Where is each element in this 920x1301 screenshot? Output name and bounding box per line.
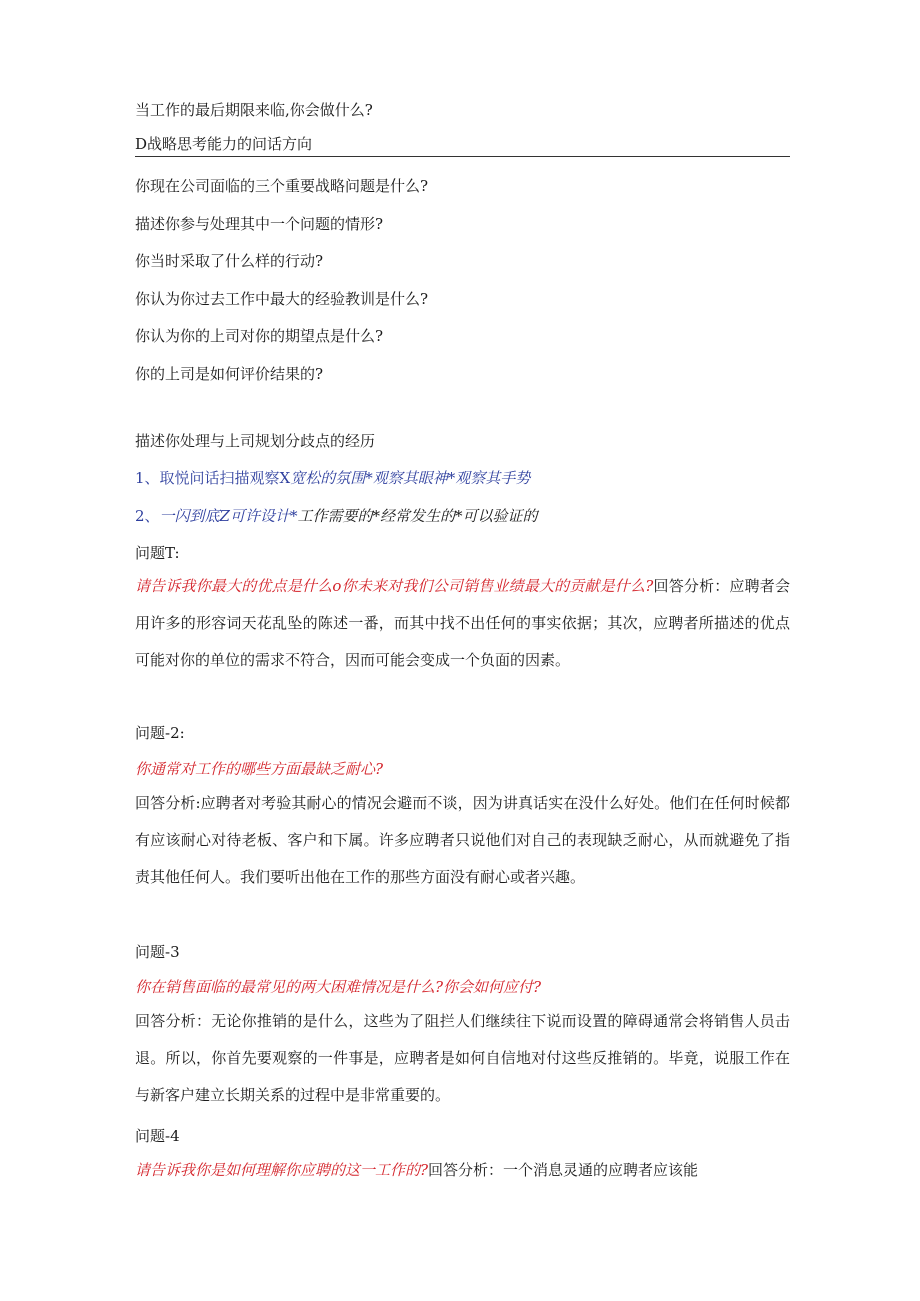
method-2-rest: 工作需要的*经常发生的*可以验证的	[297, 507, 538, 525]
method-2-prefix: 2、	[135, 507, 160, 525]
q3-question: 你在销售面临的最常见的两大困难情况是什么?你会如何应付?	[135, 978, 542, 996]
q1-block	[135, 568, 790, 679]
strategic-question-1: 你现在公司面临的三个重要战略问题是什么?	[135, 177, 429, 195]
q2-analysis: 回答分析:应聘者对考验其耐心的情况会避而不谈，因为讲真话实在没什么好处。他们在任何时候都有应该耐心对待老板、客户和下属。许多应聘者只说他们对自己的表现缺乏耐心，从而就避免了指责其他任何人。我们要听出他在工作的那些方面没有耐心或者兴趣。	[135, 794, 790, 886]
strategic-question-5: 你认为你的上司对你的期望点是什么?	[135, 327, 384, 345]
strategic-question-2: 描述你参与处理其中一个问题的情形?	[135, 215, 384, 233]
q1-question: 请告诉我你最大的优点是什么o你未来对我们公司销售业绩最大的贡献是什么?	[135, 577, 654, 595]
strategic-heading: D战略思考能力的问话方向	[135, 134, 790, 157]
q4-block	[135, 1152, 790, 1189]
q2-label: 问题-2:	[135, 724, 185, 742]
strategic-question-4: 你认为你过去工作中最大的经验教训是什么?	[135, 290, 429, 308]
strategic-question-6: 你的上司是如何评价结果的?	[135, 365, 324, 383]
method-1-italic: 宽松的氛围*观察其眼神*观察其手势	[290, 469, 531, 487]
q1-label: 问题T:	[135, 544, 180, 562]
method-2-italic: 一闪到底Z可许设计*	[159, 507, 298, 525]
q3-label: 问题-3	[135, 943, 180, 961]
disagreement-line: 描述你处理与上司规划分歧点的经历	[135, 432, 376, 450]
q4-label: 问题-4	[135, 1127, 180, 1145]
q4-analysis: 回答分析：一个消息灵通的应聘者应该能	[428, 1161, 699, 1179]
q4-question: 请告诉我你是如何理解你应聘的这一工作的?	[135, 1161, 429, 1179]
method-1	[135, 468, 530, 488]
deadline-question: 当工作的最后期限来临,你会做什么?	[135, 101, 373, 119]
method-2	[135, 506, 538, 526]
q3-analysis: 回答分析：无论你推销的是什么，这些为了阻拦人们继续往下说而设置的障碍通常会将销售人员击退。所以，你首先要观察的一件事是，应聘者是如何自信地对付这些反推销的。毕竟，说服工作在与新客户建立长期关系的过程中是非常重要的。	[135, 1012, 790, 1104]
method-1-prefix: 1、取悦问话扫描观察X	[135, 469, 291, 487]
strategic-question-3: 你当时采取了什么样的行动?	[135, 252, 324, 270]
q1-analysis: 回答分析：应聘者会用许多的形容词天花乱坠的陈述一番，而其中找不出任何的事实依据；其次，应聘者所描述的优点可能对你的单位的需求不符合，因而可能会变成一个负面的因素。	[135, 577, 790, 669]
q2-question: 你通常对工作的哪些方面最缺乏耐心?	[135, 760, 384, 778]
